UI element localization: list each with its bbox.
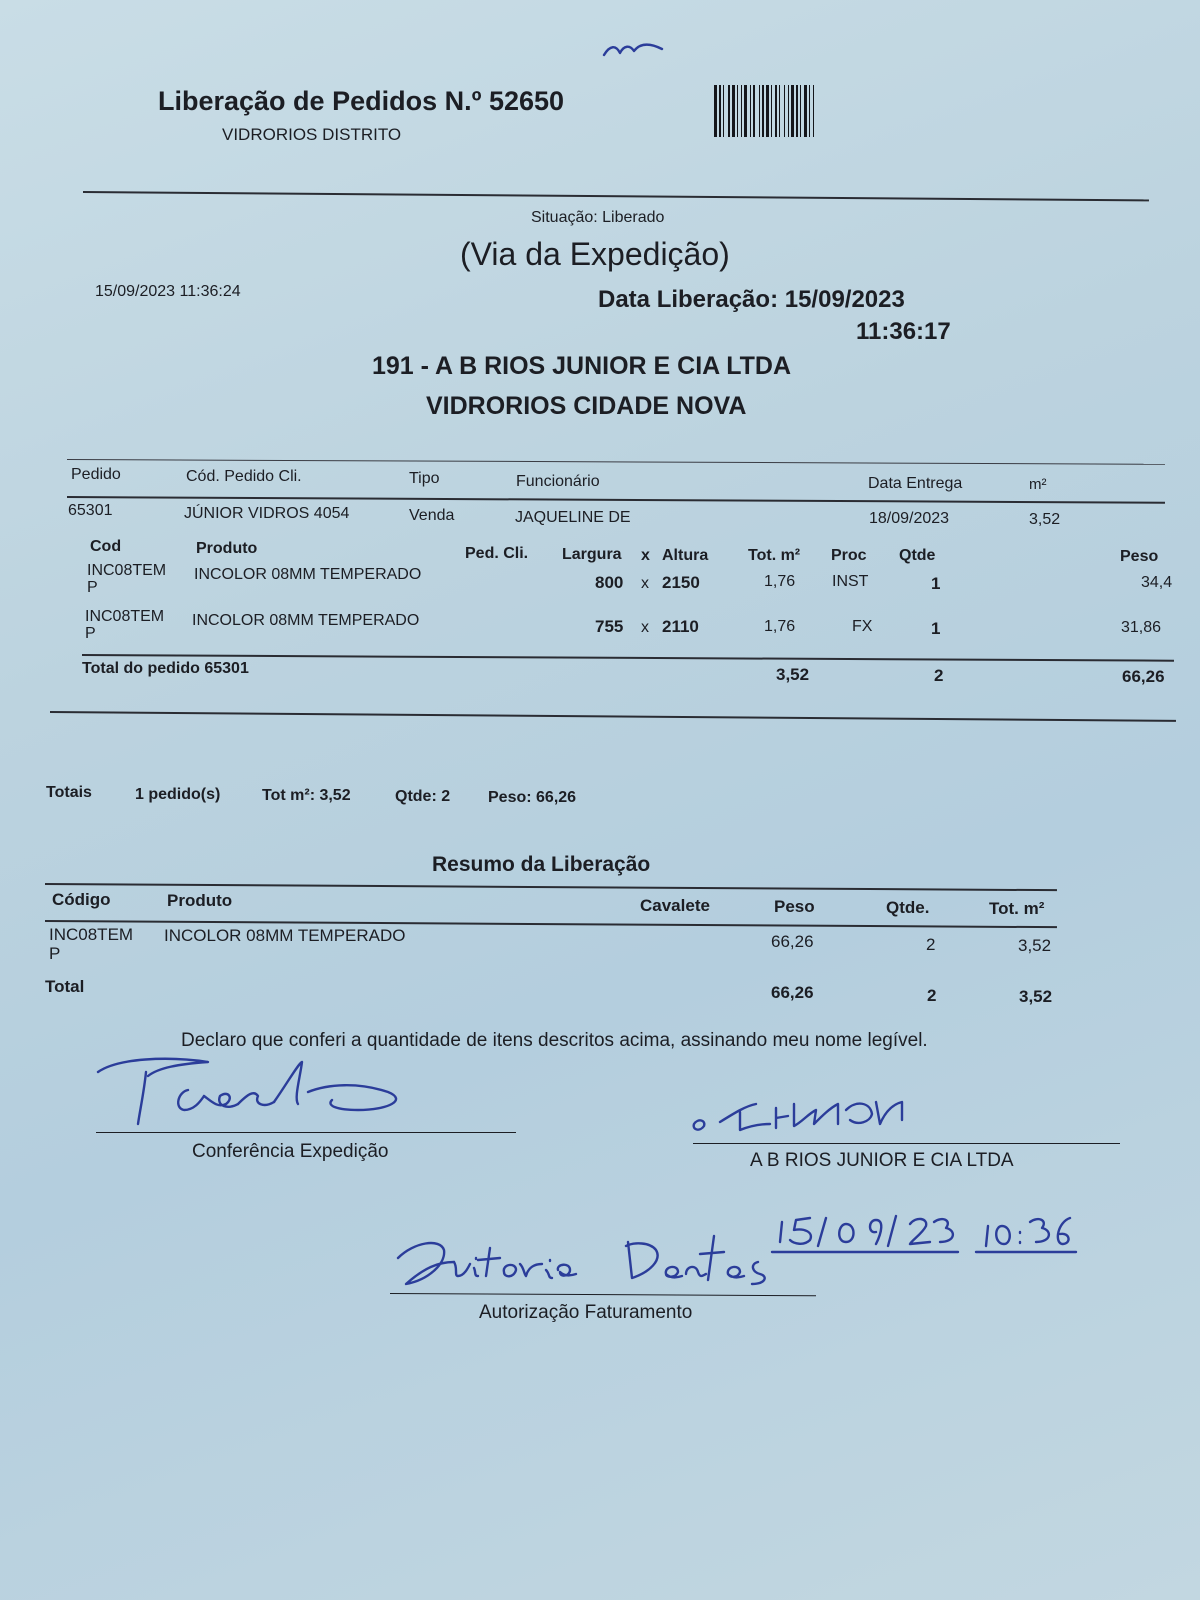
summary-row-produto: INCOLOR 08MM TEMPERADO xyxy=(164,926,406,945)
summary-row-tot-m2: 3,52 xyxy=(1018,936,1052,955)
list-item-tot-m2: 1,76 xyxy=(764,573,796,590)
order-tipo: Venda xyxy=(409,507,455,524)
list-item-proc: INST xyxy=(832,573,869,590)
col-header-tipo: Tipo xyxy=(409,470,440,487)
col-header-m2: m² xyxy=(1029,476,1047,493)
order-pedido: 65301 xyxy=(68,502,113,519)
table-rule xyxy=(45,883,1057,891)
empresa-label: A B RIOS JUNIOR E CIA LTDA xyxy=(750,1150,1014,1171)
list-item-proc: FX xyxy=(852,618,873,635)
item-header-qtde: Qtde xyxy=(899,547,936,564)
list-item-largura: 755 xyxy=(595,617,624,636)
signature-line xyxy=(693,1143,1120,1144)
summary-row-peso: 66,26 xyxy=(771,932,814,951)
status-label: Situação: Liberado xyxy=(531,209,665,226)
summary-total-label: Total xyxy=(45,977,85,996)
release-time: 11:36:17 xyxy=(856,318,951,345)
summary-row-qtde: 2 xyxy=(926,935,936,954)
item-header-produto: Produto xyxy=(196,540,258,557)
totals-peso: Peso: 66,26 xyxy=(488,789,577,806)
col-header-funcionario: Funcionário xyxy=(516,473,600,490)
list-item-largura: 800 xyxy=(595,573,624,592)
list-item-qtde: 1 xyxy=(931,619,941,638)
conferencia-label: Conferência Expedição xyxy=(192,1141,389,1162)
item-header-x: x xyxy=(641,547,650,564)
order-cod-pedido-cli: JÚNIOR VIDROS 4054 xyxy=(184,505,350,522)
summary-header-codigo: Código xyxy=(52,890,111,909)
list-item-peso: 34,4 xyxy=(1141,574,1173,591)
divider xyxy=(83,191,1149,201)
order-total-qtde: 2 xyxy=(934,666,944,685)
list-item-produto: INCOLOR 08MM TEMPERADO xyxy=(192,612,420,629)
summary-header-peso: Peso xyxy=(774,897,815,916)
order-total-label: Total do pedido 65301 xyxy=(82,660,249,677)
summary-total-qtde: 2 xyxy=(927,986,937,1005)
declaration-text: Declaro que conferi a quantidade de itens descritos acima, assinando meu nome legível. xyxy=(181,1030,928,1051)
list-item-cod: INC08TEM P xyxy=(87,562,167,596)
item-header-altura: Altura xyxy=(662,547,709,564)
conferencia-signature xyxy=(88,1052,428,1132)
item-header-peso: Peso xyxy=(1120,548,1159,565)
divider xyxy=(50,711,1176,722)
totals-pedidos: 1 pedido(s) xyxy=(135,786,221,803)
list-item-altura: 2150 xyxy=(662,573,700,592)
item-header-tot-m2: Tot. m² xyxy=(748,547,801,564)
handwritten-datetime xyxy=(770,1208,1080,1260)
col-header-data-entrega: Data Entrega xyxy=(868,475,963,492)
totals-label: Totais xyxy=(46,784,92,801)
autorizacao-signature xyxy=(394,1228,794,1298)
item-header-ped-cli: Ped. Cli. xyxy=(465,545,529,562)
signature-line xyxy=(96,1132,516,1133)
order-data-entrega: 18/09/2023 xyxy=(869,510,950,527)
list-item-altura: 2110 xyxy=(662,617,699,636)
pen-mark xyxy=(600,35,670,65)
barcode xyxy=(714,85,902,137)
table-rule xyxy=(67,496,1165,504)
list-item-produto: INCOLOR 08MM TEMPERADO xyxy=(194,566,422,583)
list-item-qtde: 1 xyxy=(931,574,941,593)
list-item-cod: INC08TEM P xyxy=(85,608,165,642)
list-item-tot-m2: 1,76 xyxy=(764,618,796,635)
client-name: 191 - A B RIOS JUNIOR E CIA LTDA xyxy=(372,352,792,380)
copy-label: (Via da Expedição) xyxy=(460,236,730,272)
summary-total-tot-m2: 3,52 xyxy=(1019,987,1053,1006)
item-header-cod: Cod xyxy=(90,538,122,555)
order-funcionario: JAQUELINE DE xyxy=(515,509,631,526)
summary-header-qtde: Qtde. xyxy=(886,898,930,917)
summary-header-produto: Produto xyxy=(167,891,233,910)
table-rule xyxy=(67,459,1165,465)
list-item-x: x xyxy=(641,619,649,636)
summary-title: Resumo da Liberação xyxy=(432,853,651,876)
item-header-proc: Proc xyxy=(831,547,867,564)
release-date: Data Liberação: 15/09/2023 xyxy=(598,286,905,313)
col-header-pedido: Pedido xyxy=(71,466,121,483)
summary-header-tot-m2: Tot. m² xyxy=(989,899,1045,918)
empresa-signature xyxy=(690,1090,950,1140)
list-item-peso: 31,86 xyxy=(1121,619,1162,636)
order-total-m2: 3,52 xyxy=(776,665,810,684)
summary-row-codigo: INC08TEM P xyxy=(49,925,134,963)
totals-qtde: Qtde: 2 xyxy=(395,788,451,805)
order-m2: 3,52 xyxy=(1029,511,1061,528)
item-header-largura: Largura xyxy=(562,546,622,563)
summary-total-peso: 66,26 xyxy=(771,983,814,1002)
issuer-company: VIDRORIOS DISTRITO xyxy=(222,125,402,144)
summary-header-cavalete: Cavalete xyxy=(640,896,710,915)
totals-m2: Tot m²: 3,52 xyxy=(262,787,351,804)
autorizacao-label: Autorização Faturamento xyxy=(479,1302,693,1323)
print-timestamp: 15/09/2023 11:36:24 xyxy=(95,283,241,300)
client-store: VIDRORIOS CIDADE NOVA xyxy=(426,392,747,420)
order-total-peso: 66,26 xyxy=(1122,667,1165,686)
col-header-cod-pedido-cli: Cód. Pedido Cli. xyxy=(186,468,302,485)
document-title: Liberação de Pedidos N.º 52650 xyxy=(158,86,565,116)
list-item-x: x xyxy=(641,575,649,592)
